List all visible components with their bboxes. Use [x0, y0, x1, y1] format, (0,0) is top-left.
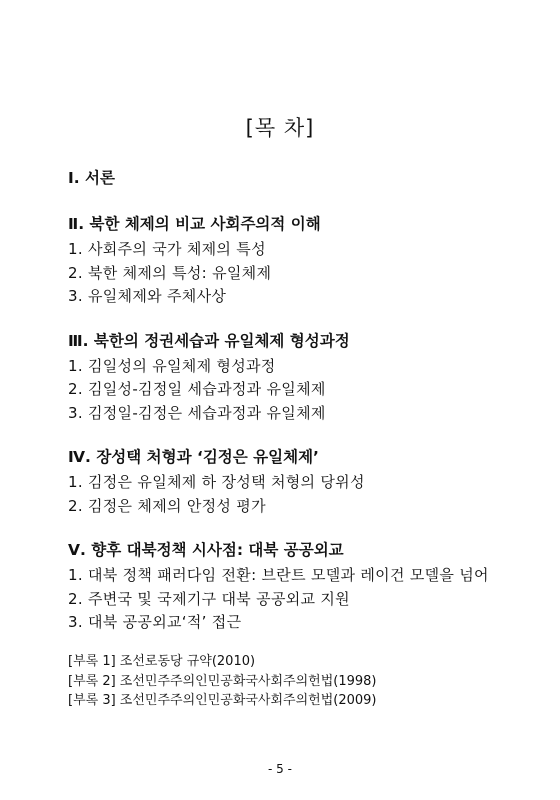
toc-item: 2. 김정은 체제의 안정성 평가	[68, 496, 266, 515]
section-heading: Ⅱ. 북한 체제의 비교 사회주의적 이해	[68, 215, 321, 233]
appendix-item: [부록 3] 조선민주주의인민공화국사회주의헌법(2009)	[68, 693, 377, 708]
section-heading: Ⅰ. 서론	[68, 169, 115, 187]
page-title: [목 차]	[245, 116, 315, 140]
toc-section-5	[68, 536, 508, 635]
section-heading: Ⅴ. 향후 대북정책 시사점: 대북 공공외교	[68, 541, 344, 559]
appendix-item: [부록 2] 조선민주주의인민공화국사회주의헌법(1998)	[68, 673, 377, 689]
section-heading: Ⅳ. 장성택 처형과 ‘김정은 유일체제’	[68, 448, 319, 466]
toc-section-2	[68, 210, 508, 309]
toc-section-1	[68, 164, 508, 192]
toc-section-4	[68, 443, 508, 518]
section-heading: Ⅲ. 북한의 정권세습과 유일체제 형성과정	[68, 331, 350, 350]
toc-item: 1. 사회주의 국가 체제의 특성	[68, 240, 266, 258]
toc-item: 3. 김정일-김정은 세습과정과 유일체제	[68, 403, 326, 422]
table-of-contents	[68, 164, 508, 653]
toc-item: 1. 김일성의 유일체제 형성과정	[68, 356, 276, 375]
toc-item: 3. 대북 공공외교‘적’ 접근	[68, 613, 242, 631]
toc-item: 2. 주변국 및 국제기구 대북 공공외교 지원	[68, 589, 350, 608]
toc-item: 3. 유일체제와 주체사상	[68, 287, 227, 305]
page-number: - 5 -	[268, 762, 292, 776]
appendix-list	[68, 652, 508, 711]
appendix-item: [부록 1] 조선로동당 규약(2010)	[68, 654, 256, 669]
toc-item: 2. 김일성-김정일 세습과정과 유일체제	[68, 380, 326, 398]
toc-item: 1. 김정은 유일체제 하 장성택 처형의 당위성	[68, 473, 365, 491]
toc-section-3	[68, 327, 508, 426]
toc-item: 1. 대북 정책 패러다임 전환: 브란트 모델과 레이건 모델을 넘어	[68, 566, 489, 584]
toc-item: 2. 북한 체제의 특성: 유일체제	[68, 263, 272, 282]
